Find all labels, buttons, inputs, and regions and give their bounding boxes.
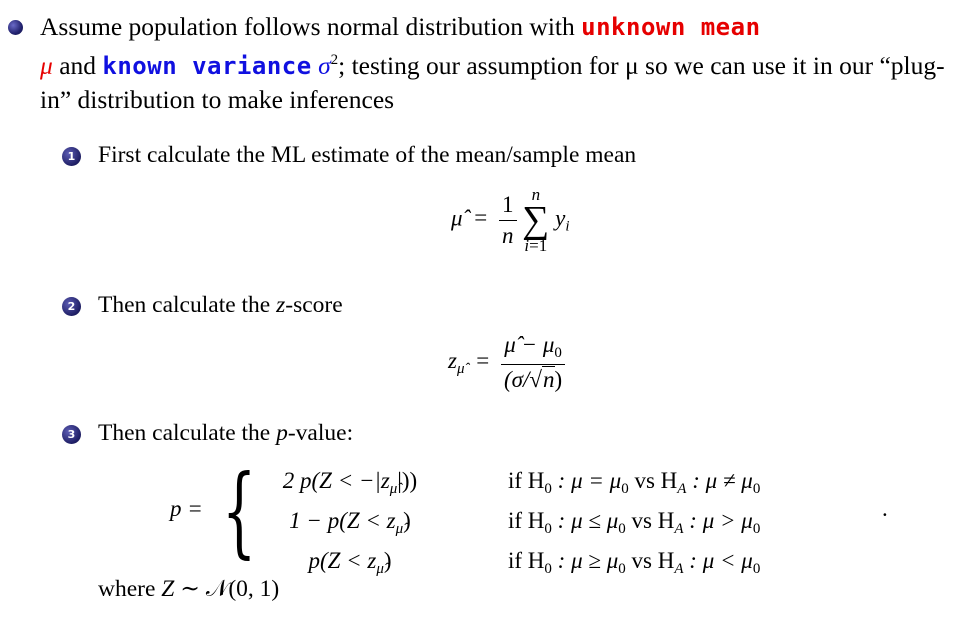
formula-period: .	[882, 496, 888, 521]
case-condition: if $H_0$ : $\mu = \mu_0$ vs $H_A$ : $\mu \ne \mu_0$	[508, 468, 761, 497]
y-subscript: i	[565, 218, 570, 235]
bullet-ball-icon	[8, 20, 23, 35]
unknown-mean-highlight: unknown mean	[581, 13, 761, 41]
p-lhs: p =	[170, 496, 203, 521]
bullet-text	[40, 10, 965, 116]
sum-upper-limit: n	[531, 185, 541, 204]
known-variance-highlight: known variance	[102, 52, 312, 80]
z-fraction	[501, 332, 565, 393]
case-condition: if $H_0$ : $\mu \ge \mu_0$ vs $H_A$ : $\mu < \mu_0$	[508, 548, 761, 577]
case-row	[250, 505, 760, 545]
equals-sign: =	[474, 205, 488, 231]
sum-lower-limit: i=1	[524, 236, 548, 255]
mu-symbol: μ	[40, 51, 53, 80]
case-condition: if $H_0$ : $\mu \le \mu_0$ vs $H_A$ : $\mu > \mu_0$	[508, 508, 761, 537]
bullet-prefix: Assume population follows normal distribution with	[40, 12, 582, 41]
step-1-number-icon: 1	[62, 147, 81, 166]
step-3-number-icon: 3	[62, 425, 81, 444]
mu-hat: μ̂	[451, 205, 463, 231]
z-numerator: μ̂ − $\mu_0$	[501, 332, 565, 365]
p-value-cases	[250, 465, 760, 585]
one-over-n-fraction	[499, 192, 517, 249]
step-2-text: Then calculate the z-score	[98, 292, 343, 318]
step-2-number-icon: 2	[62, 297, 81, 316]
sigma-power: 2	[330, 52, 339, 68]
step-1-text: First calculate the ML estimate of the mean/sample mean	[98, 142, 637, 168]
equals-sign: =	[476, 347, 490, 373]
formula-z-score	[448, 332, 565, 393]
step-3-text: Then calculate the p-value:	[98, 420, 354, 446]
y-term: y	[555, 205, 566, 231]
case-expression: $p(Z < z_{\mû})$	[308, 548, 392, 577]
case-expression: $1 - p(Z < z_{\mû})$	[289, 508, 411, 537]
fraction-denominator: n	[502, 222, 514, 248]
case-row	[250, 465, 760, 505]
sigma-sum-icon: ∑	[522, 199, 550, 241]
case-expression: 2 $p(Z < -|z_{\mû}|)$)	[282, 468, 418, 497]
z-denominator: (σ/√n)	[503, 367, 563, 392]
z-subscript: μ̂	[456, 360, 465, 377]
case-row	[250, 545, 760, 585]
left-brace: {	[222, 455, 257, 569]
bullet-and: and	[52, 51, 103, 80]
z-symbol: z	[448, 347, 457, 373]
where-line: where Z ∼ 𝒩(0, 1)	[98, 576, 280, 602]
fraction-numerator: 1	[499, 192, 517, 221]
formula-sample-mean	[451, 186, 570, 254]
bullet-rest: ; testing our assumption for μ so we can use it in our “plug-in” distribution to make inferences	[40, 51, 945, 114]
summation	[522, 186, 549, 254]
sigma-symbol: σ	[318, 51, 331, 80]
